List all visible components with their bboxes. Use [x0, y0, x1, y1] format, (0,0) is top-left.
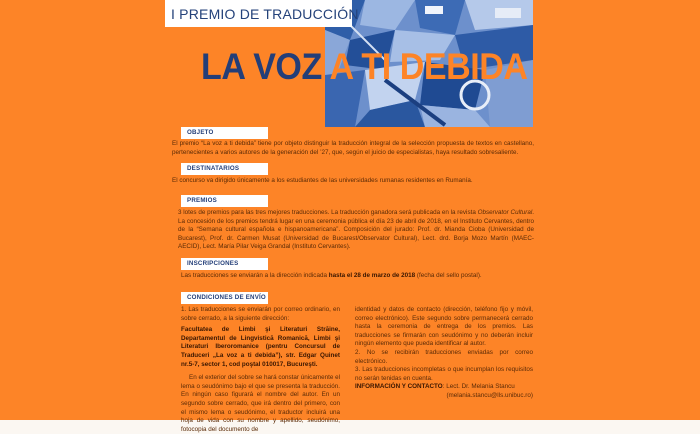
- banner: [165, 0, 359, 27]
- condiciones-exterior: En el exterior del sobre se hará constar únicamente el lema o seudónimo bajo el que se presenta la traducción. En ningún caso figurará el nombre del autor. En un segundo sobre cerrado, que irá dentro del primero, con el mismo lema o seudónimo, el traductor incluirá una hoja de vida con su nombre y apellido, seudónimo, fotocopia del documento de: [181, 374, 340, 433]
- banner-text: I PREMIO DE TRADUCCIÓN: [171, 5, 359, 22]
- section-label-condiciones: CONDICIONES DE ENVÍO: [181, 292, 268, 304]
- title-part-2: A TI DEBIDA: [329, 46, 528, 87]
- condiciones-item-3: 3. Las traducciones incompletas o que incumplan los requisitos no serán tenidas en cuenta.: [355, 366, 533, 382]
- section-label-premios: PREMIOS: [181, 195, 268, 207]
- contact-email: (melania.stancu@lls.unibuc.ro): [446, 391, 533, 399]
- inscripciones-text-a: Las traducciones se enviarán a la dirección indicada: [181, 272, 329, 279]
- objeto-text: El premio “La voz a ti debida” tiene por objeto distinguir la traducción integral de la selección propuesta de textos en castellano, pertenecientes a varios autores de la generación del ’27, que, según el juicio de especialistas, haya resultado sobresaliente.: [172, 140, 534, 156]
- premios-text-italic: Observator Cultural: [477, 209, 533, 216]
- section-label-destinatarios: DESTINATARIOS: [181, 163, 268, 175]
- page-title: [201, 46, 527, 88]
- postal-address: Facultatea de Limbi şi Literaturi Străine, Departamentul de Lingvistică Romanică, Limbi şi Literaturi Iberoromanice (pentru Concursul de Traduceri „La voz a ti debida”), str. Edgar Quinet nr.5-7, sector 1, cod poştal 010017, Bucureşti.: [181, 326, 340, 368]
- destinatarios-text: El concurso va dirigido únicamente a los estudiantes de las universidades rumanas residentes en Rumanía.: [172, 177, 473, 184]
- condiciones-left-column: [181, 306, 340, 434]
- condiciones-right-column: [355, 306, 533, 401]
- condiciones-item-2: 2. No se recibirán traducciones enviadas por correo electrónico.: [355, 348, 533, 365]
- condiciones-continued: identidad y datos de contacto (dirección, teléfono fijo y móvil, correo electrónico). Este segundo sobre permanecerá cerrado hasta la ceremonia de entrega de los premios. Las traducciones se firmarán con seudónimo y no deberán incluir ningún elemento que pueda identificar al autor.: [355, 306, 533, 348]
- contact-name: : Lect. Dr. Melania Stancu: [442, 383, 515, 391]
- inscripciones-text: [181, 272, 534, 281]
- inscripciones-text-b: (fecha del sello postal).: [415, 272, 482, 279]
- premios-text-b: . La concesión de los premios tendrá lugar en una ceremonia pública el día 23 de abril de 2018, en el Instituto Cervantes, dentro de la “Semana cultural española e hispanoamericana”. Composición del jurado: Prof. dr. Mianda Cioba (Universidad de Bucarest), Prof. dr. Carmen Musat (Universidad de Bucarest/Observator Cultural), Lect. drd. Borja Mozo Martín (MAEC-AECID), Lect. María Pilar Veiga Grandal (Instituto Cervantes).: [178, 209, 534, 251]
- inscripciones-deadline: hasta el 28 de marzo de 2018: [328, 272, 416, 279]
- premios-text-a: 3 lotes de premios para las tres mejores traducciones. La traducción ganadora será publicada en la revista: [178, 209, 478, 216]
- premios-text: [178, 209, 534, 252]
- title-part-1: LA VOZ: [201, 46, 330, 87]
- condiciones-item-1: 1. Las traducciones se enviarán por correo ordinario, en sobre cerrado, a la siguiente dirección:: [181, 306, 340, 322]
- section-label-objeto: OBJETO: [181, 127, 268, 139]
- contact-label: INFORMACIÓN Y CONTACTO: [355, 383, 443, 391]
- section-label-inscripciones: INSCRIPCIONES: [181, 258, 268, 270]
